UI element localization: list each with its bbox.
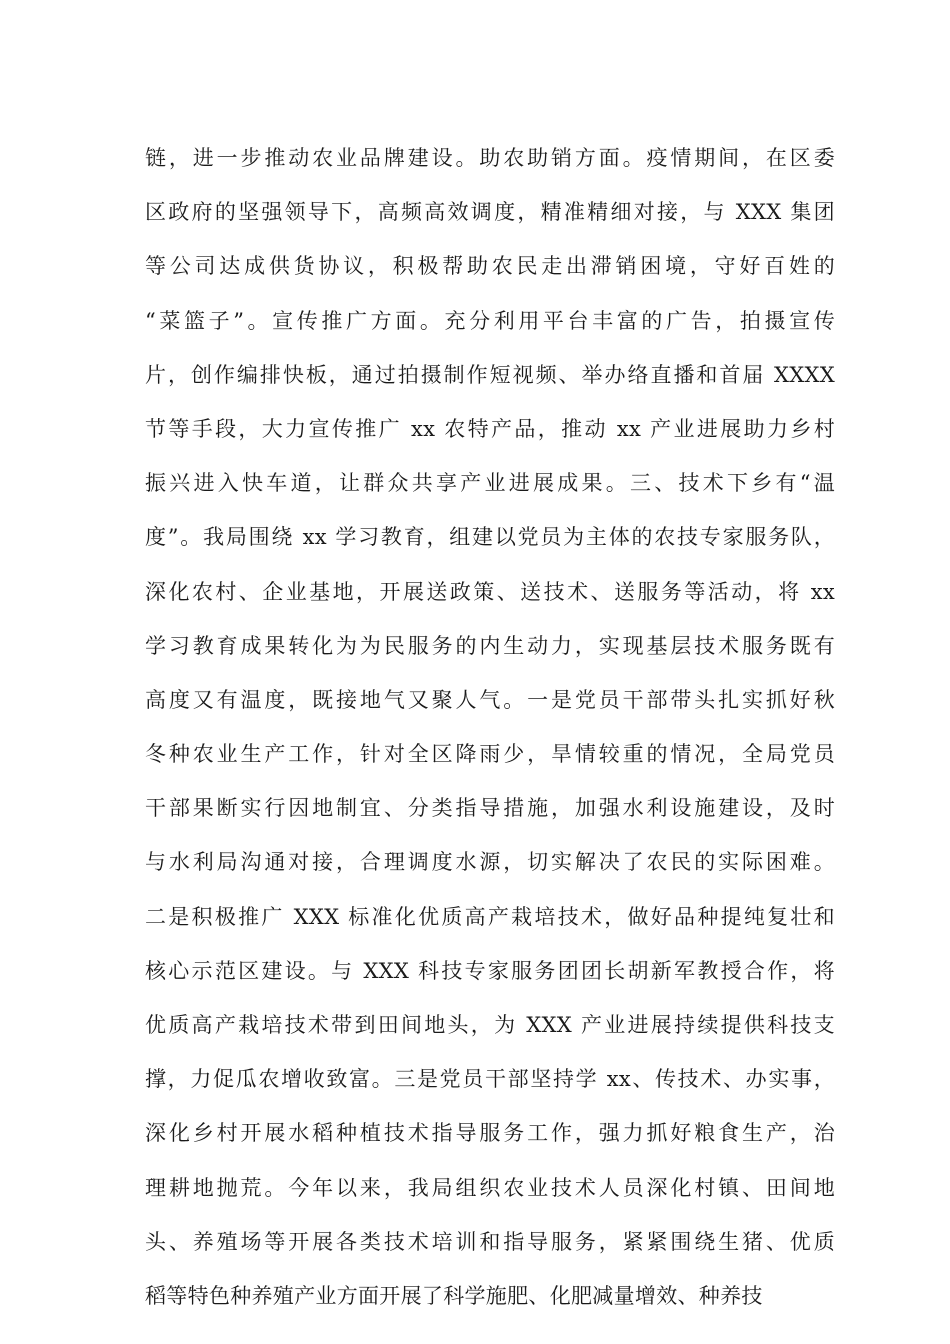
text-line: 节等手段，大力宣传推广 xx 农特产品，推动 xx 产业进展助力乡村: [145, 416, 835, 441]
text-line: 度”。我局围绕 xx 学习教育，组建以党员为主体的农技专家服务队，: [145, 525, 835, 550]
text-line: 头、养殖场等开展各类技术培训和指导服务，紧紧围绕生猪、优质: [145, 1229, 835, 1254]
text-line: 优质高产栽培技术带到田间地头，为 XXX 产业进展持续提供科技支: [145, 1013, 835, 1037]
text-line: 干部果断实行因地制宜、分类指导措施，加强水利设施建设，及时: [145, 796, 835, 821]
text-line: 片，创作编排快板，通过拍摄制作短视频、举办络直播和首届 XXXX: [145, 362, 835, 387]
text-line: 学习教育成果转化为为民服务的内生动力，实现基层技术服务既有: [145, 633, 835, 658]
text-line: 链，进一步推动农业品牌建设。助农助销方面。疫情期间，在区委: [145, 146, 835, 170]
text-line: 等公司达成供货协议，积极帮助农民走出滞销困境，守好百姓的: [145, 254, 835, 279]
text-line: “菜篮子”。宣传推广方面。充分利用平台丰富的广告，拍摄宣传: [145, 308, 835, 333]
text-line: 高度又有温度，既接地气又聚人气。一是党员干部带头扎实抓好秋: [145, 687, 835, 712]
text-line: 区政府的坚强领导下，高频高效调度，精准精细对接，与 XXX 集团: [145, 200, 835, 225]
text-line: 二是积极推广 XXX 标准化优质高产栽培技术，做好品种提纯复壮和: [145, 904, 835, 929]
text-line: 与水利局沟通对接，合理调度水源，切实解决了农民的实际困难。: [145, 850, 835, 875]
text-line: 核心示范区建设。与 XXX 科技专家服务团团长胡新军教授合作，将: [145, 958, 835, 983]
text-line: 稻等特色种养殖产业方面开展了科学施肥、化肥减量增效、种养技: [145, 1283, 763, 1308]
text-line: 冬种农业生产工作，针对全区降雨少，旱情较重的情况，全局党员: [145, 742, 835, 767]
text-line: 振兴进入快车道，让群众共享产业进展成果。三、技术下乡有“温: [145, 471, 835, 496]
body-text: [145, 131, 835, 1323]
text-line: 深化乡村开展水稻种植技术指导服务工作，强力抓好粮食生产，治: [145, 1121, 835, 1146]
text-line: 撑，力促瓜农增收致富。三是党员干部坚持学 xx、传技术、办实事，: [145, 1067, 835, 1092]
text-line: 理耕地抛荒。今年以来，我局组织农业技术人员深化村镇、田间地: [145, 1175, 835, 1200]
text-line: 深化农村、企业基地，开展送政策、送技术、送服务等活动，将 xx: [145, 579, 835, 604]
